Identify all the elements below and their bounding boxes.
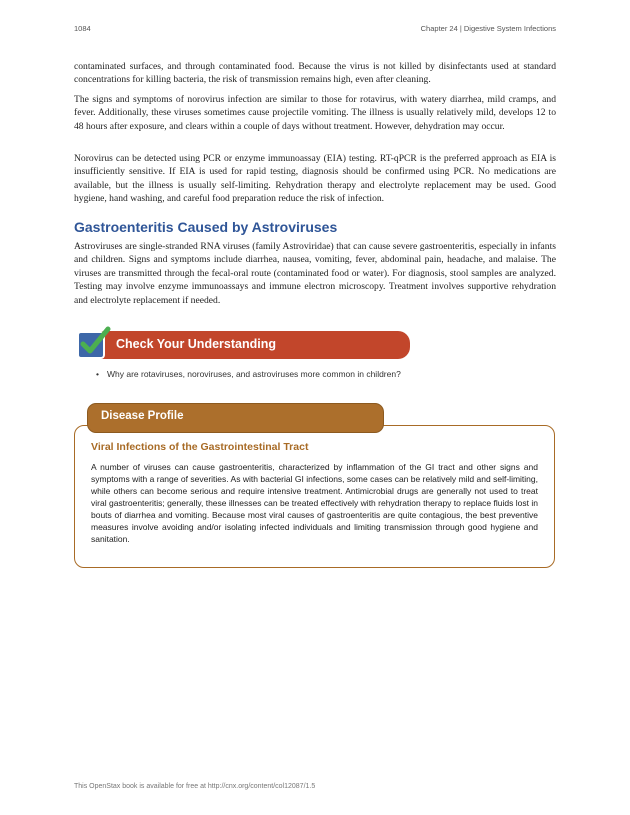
paragraph-norovirus-transmission: contaminated surfaces, and through contaminated food. Because the virus is not killed by disinfectants used at standard concentrations for killing bacteria, the risk of transmission remains high, even after cleaning. <box>74 61 556 86</box>
page-number: 1084 <box>74 24 91 33</box>
check-understanding-title: Check Your Understanding <box>116 337 276 351</box>
list-item: • Why are rotaviruses, noroviruses, and astroviruses more common in children? <box>96 369 401 379</box>
disease-profile-text: A number of viruses can cause gastroenteritis, characterized by inflammation of the GI tract and other signs and symptoms with a range of severities. As with bacterial GI infections, some cases can be relatively mild and self-limiting, while others can become serious and require intensive treatment. Antimicrobial drugs are generally not used to treat viral gastroenteritis; generally, these illnesses can be treated effectively with rehydration therapy to replace fluids lost in bouts of diarrhea and vomiting. Because most viral causes of gastroenteritis are quite contagious, the best preventive measures involve avoiding and/or isolating infected individuals and limiting transmission through good hygiene and sanitation. <box>91 462 538 544</box>
footer: This OpenStax book is available for free at http://cnx.org/content/col12087/1.5 <box>74 783 316 790</box>
check-understanding-questions <box>96 369 401 379</box>
paragraph-norovirus-diagnosis: Norovirus can be detected using PCR or enzyme immunoassay (EIA) testing. RT-qPCR is the preferred approach as EIA is insufficiently sensitive. If EIA is used for rapid testing, diagnosis should be confirmed using PCR. No medications are available, but the illness is usually self-limiting. Rehydration therapy and electrolyte replacement may be used. Good hygiene, hand washing, and careful food preparation reduce the risk of infection. <box>74 153 556 205</box>
section-heading: Gastroenteritis Caused by Astroviruses <box>74 219 338 235</box>
checkbox-check-icon <box>76 326 112 362</box>
disease-profile-heading: Viral Infections of the Gastrointestinal Tract <box>91 441 309 453</box>
paragraph-norovirus-symptoms: The signs and symptoms of norovirus infection are similar to those for rotavirus, with watery diarrhea, mild cramps, and fever. Additionally, these viruses sometimes cause projectile vomiting. The illness is usually relatively mild, develops 12 to 48 hours after exposure, and clears within a couple of days without treatment. However, dehydration may occur. <box>74 94 556 132</box>
paragraph-astrovirus: Astroviruses are single-stranded RNA viruses (family Astroviridae) that can cause severe gastroenteritis, especially in infants and children. Signs and symptoms include diarrhea, nausea, vomiting, fever, abdominal pain, headache, and malaise. The viruses are transmitted through the fecal-oral route (contaminated food or water). For diagnosis, stool samples are analyzed. Testing may involve enzyme immunoassays and immune electron microscopy. Treatment involves supportive rehydration and electrolyte replacement if needed. <box>74 241 556 306</box>
chapter-title: Chapter 24 | Digestive System Infections <box>420 24 556 33</box>
disease-profile-label: Disease Profile <box>101 410 184 422</box>
